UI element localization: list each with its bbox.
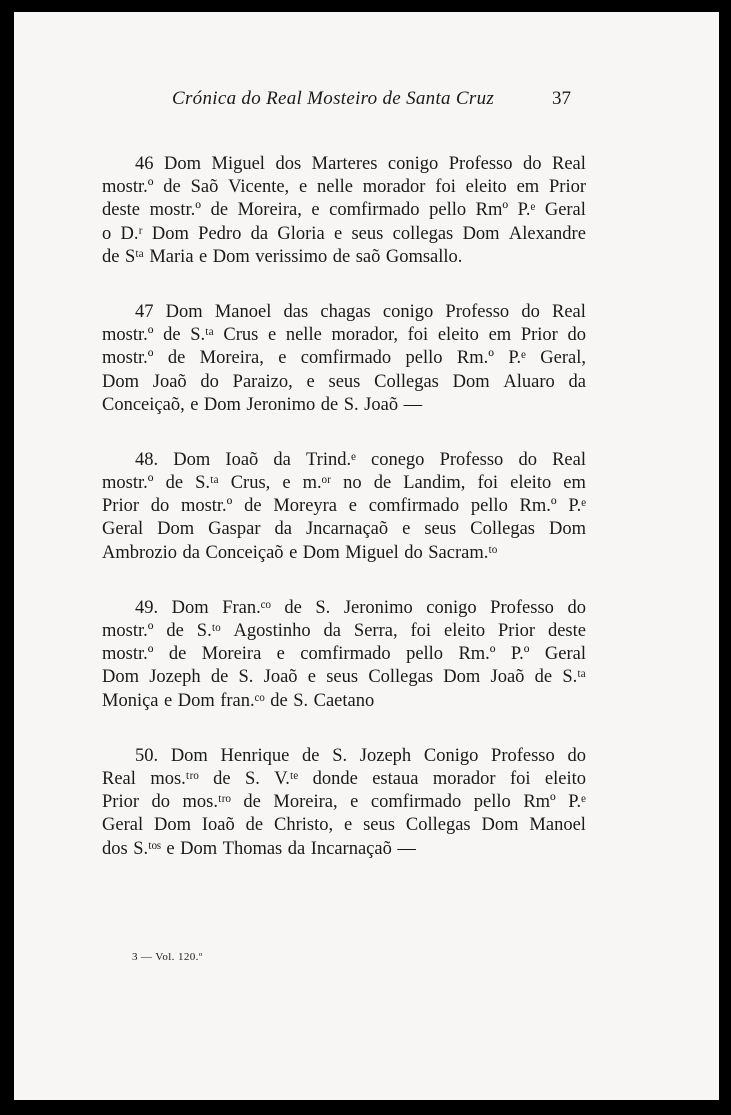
printer-signature: 3 — Vol. 120.º <box>132 951 203 963</box>
entry-line: 47 Dom Manoel das chagas conigo Professo do Real <box>135 301 586 322</box>
entry-line: Dom Jozeph de S. Joaõ e seus Collegas Dom Joaõ de S.ᵗᵃ <box>102 667 586 688</box>
entry-line: de Sᵗᵃ Maria e Dom verissimo de saõ Gomsallo. <box>102 246 463 267</box>
entry-paragraph <box>102 745 586 861</box>
entry-line: deste mostr.º de Moreira, e comfirmado pello Rmº P.ᵉ Geral <box>102 200 586 221</box>
entry-line: 48. Dom Ioaõ da Trind.ᵉ conego Professo do Real <box>135 449 586 470</box>
entry-line: mostr.º de S.ᵗᵒ Agostinho da Serra, foi eleito Prior deste <box>102 621 586 641</box>
entry-line: Conceiçaõ, e Dom Jeronimo de S. Joaõ — <box>102 394 423 415</box>
running-head <box>14 88 719 112</box>
entry-line: Prior do mostr.º de Moreyra e comfirmado pello Rm.º P.ᵉ <box>102 496 586 517</box>
book-page <box>14 12 719 1100</box>
entry-line: 50. Dom Henrique de S. Jozeph Conigo Professo do <box>135 745 586 766</box>
entry-line: Prior do mos.ᵗʳᵒ de Moreira, e comfirmado pello Rmº P.ᵉ <box>102 792 586 813</box>
entry-line: Dom Joaõ do Paraizo, e seus Collegas Dom Aluaro da <box>102 371 586 392</box>
entry-paragraph <box>102 597 586 713</box>
entry-line: 49. Dom Fran.ᶜᵒ de S. Jeronimo conigo Professo do <box>135 597 586 618</box>
entry-line: mostr.º de Saõ Vicente, e nelle morador foi eleito em Prior <box>102 177 586 198</box>
entry-line: Geral Dom Gaspar da Jncarnaçaõ e seus Collegas Dom <box>102 519 586 540</box>
entry-line: Moniça e Dom fran.ᶜᵒ de S. Caetano <box>102 690 375 711</box>
entry-line: Ambrozio da Conceiçaõ e Dom Miguel do Sacram.ᵗᵒ <box>102 542 498 563</box>
entry-line: mostr.º de Moreira e comfirmado pello Rm.º P.º Geral <box>102 644 586 665</box>
page-number: 37 <box>552 88 571 109</box>
entry-paragraph <box>102 153 586 269</box>
entry-line: dos S.ᵗᵒˢ e Dom Thomas da Incarnaçaõ — <box>102 838 416 859</box>
entry-list <box>102 153 586 893</box>
entry-paragraph <box>102 301 586 417</box>
entry-line: o D.ʳ Dom Pedro da Gloria e seus collegas Dom Alexandre <box>102 223 586 244</box>
entry-paragraph <box>102 449 586 565</box>
entry-line: mostr.º de Moreira, e comfirmado pello Rm.º P.ᵉ Geral, <box>102 348 586 369</box>
entry-line: Geral Dom Ioaõ de Christo, e seus Collegas Dom Manoel <box>102 815 586 836</box>
entry-line: mostr.º de S.ᵗᵃ Crus e nelle morador, foi eleito em Prior do <box>102 325 586 346</box>
entry-line: 46 Dom Miguel dos Marteres conigo Professo do Real <box>135 154 586 174</box>
entry-line: mostr.º de S.ᵗᵃ Crus, e m.ᵒʳ no de Landim, foi eleito em <box>102 473 586 494</box>
running-title: Crónica do Real Mosteiro de Santa Cruz <box>172 88 495 109</box>
entry-line: Real mos.ᵗʳᵒ de S. V.ᵗᵉ donde estaua morador foi eleito <box>102 768 586 789</box>
